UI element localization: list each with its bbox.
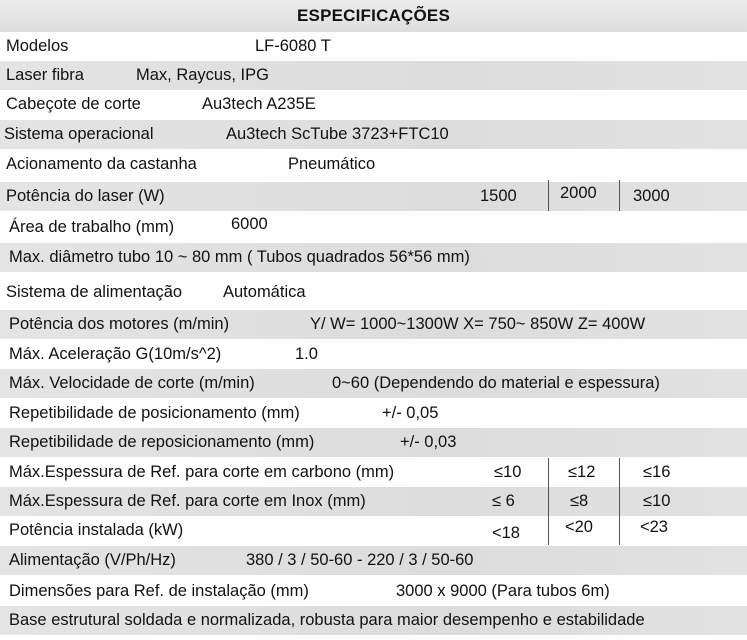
column-divider bbox=[619, 458, 620, 545]
spec-value-2: 2000 bbox=[560, 184, 597, 202]
spec-label: Alimentação (V/Ph/Hz) bbox=[9, 551, 176, 569]
spec-row-dimensoes bbox=[0, 577, 747, 606]
spec-row-base-estrutural bbox=[0, 606, 747, 635]
column-divider bbox=[619, 180, 620, 211]
spec-value-2: <20 bbox=[565, 518, 593, 536]
spec-row-laser-fibra bbox=[0, 61, 747, 90]
spec-row-alimentacao bbox=[0, 546, 747, 575]
spec-value-3: ≤10 bbox=[643, 492, 671, 510]
sheet-title: ESPECIFICAÇÕES bbox=[0, 0, 747, 32]
spec-label: Cabeçote de corte bbox=[6, 95, 141, 113]
spec-value: Automática bbox=[223, 283, 306, 301]
spec-label: Laser fibra bbox=[6, 66, 84, 84]
spec-label: Sistema de alimentação bbox=[6, 283, 183, 301]
spec-value-1: <18 bbox=[492, 524, 520, 542]
spec-value: +/- 0,05 bbox=[382, 404, 439, 422]
spec-value-2: ≤12 bbox=[568, 463, 596, 481]
spec-value: Pneumático bbox=[288, 155, 376, 173]
spec-row-velocidade-corte bbox=[0, 369, 747, 398]
spec-value: +/- 0,03 bbox=[400, 433, 457, 451]
spec-value: LF-6080 T bbox=[255, 37, 331, 55]
spec-row-diametro-tubo bbox=[0, 243, 747, 272]
spec-value-1: ≤ 6 bbox=[492, 492, 515, 510]
spec-label: Máx.Espessura de Ref. para corte em Inox (mm) bbox=[9, 492, 366, 510]
spec-value-1: ≤10 bbox=[494, 463, 522, 481]
spec-row-potencia-motores bbox=[0, 310, 747, 339]
spec-row-potencia-laser bbox=[0, 182, 747, 211]
spec-label: Modelos bbox=[6, 37, 69, 55]
spec-value-3: 3000 bbox=[633, 187, 670, 205]
column-divider bbox=[548, 180, 549, 211]
spec-value: 6000 bbox=[231, 215, 268, 233]
column-divider bbox=[548, 458, 549, 545]
spec-value-3: ≤16 bbox=[643, 463, 671, 481]
spec-label: Sistema operacional bbox=[4, 125, 154, 143]
spec-row-area-trabalho bbox=[0, 212, 747, 241]
spec-row-repetibilidade-posicionamento bbox=[0, 399, 747, 428]
spec-value: 1.0 bbox=[295, 345, 318, 363]
spec-row-repetibilidade-reposicionamento bbox=[0, 428, 747, 457]
spec-label: Acionamento da castanha bbox=[6, 155, 197, 173]
spec-row-aceleracao bbox=[0, 340, 747, 369]
spec-value: 0~60 (Dependendo do material e espessura) bbox=[332, 374, 660, 392]
spec-label: Max. diâmetro tubo 10 ~ 80 mm ( Tubos quadrados 56*56 mm) bbox=[9, 248, 470, 266]
spec-row-potencia-instalada bbox=[0, 516, 747, 545]
spec-label: Máx. Aceleração G(10m/s^2) bbox=[9, 345, 222, 363]
spec-label: Potência do laser (W) bbox=[6, 187, 165, 205]
spec-value: Au3tech A235E bbox=[202, 95, 316, 113]
spec-label: Base estrutural soldada e normalizada, robusta para maior desempenho e estabilidade bbox=[9, 611, 645, 629]
spec-value-3: <23 bbox=[640, 518, 668, 536]
spec-label: Dimensões para Ref. de instalação (mm) bbox=[9, 582, 309, 600]
spec-row-sistema-operacional bbox=[0, 120, 747, 149]
spec-label: Potência dos motores (m/min) bbox=[9, 315, 230, 333]
spec-label: Potência instalada (kW) bbox=[9, 521, 184, 539]
spec-label: Máx. Velocidade de corte (m/min) bbox=[9, 374, 255, 392]
spec-value-2: ≤8 bbox=[570, 492, 589, 510]
spec-label: Repetibilidade de reposicionamento (mm) bbox=[9, 433, 315, 451]
spec-row-espessura-inox bbox=[0, 487, 747, 516]
spec-label: Área de trabalho (mm) bbox=[9, 218, 175, 236]
spec-row-modelos bbox=[0, 32, 747, 61]
spec-value: 380 / 3 / 50-60 - 220 / 3 / 50-60 bbox=[246, 551, 474, 569]
spec-row-sistema-alimentacao bbox=[0, 278, 747, 307]
spec-row-cabecote bbox=[0, 90, 747, 119]
spec-value: Max, Raycus, IPG bbox=[136, 66, 269, 84]
spec-row-acionamento bbox=[0, 150, 747, 179]
spec-row-espessura-carbono bbox=[0, 458, 747, 487]
spec-value: Y/ W= 1000~1300W X= 750~ 850W Z= 400W bbox=[310, 315, 646, 333]
spec-value-1: 1500 bbox=[480, 187, 517, 205]
spec-value: Au3tech ScTube 3723+FTC10 bbox=[226, 125, 449, 143]
spec-value: 3000 x 9000 (Para tubos 6m) bbox=[396, 582, 610, 600]
spec-label: Repetibilidade de posicionamento (mm) bbox=[9, 404, 300, 422]
spec-label: Máx.Espessura de Ref. para corte em carbono (mm) bbox=[9, 463, 395, 481]
